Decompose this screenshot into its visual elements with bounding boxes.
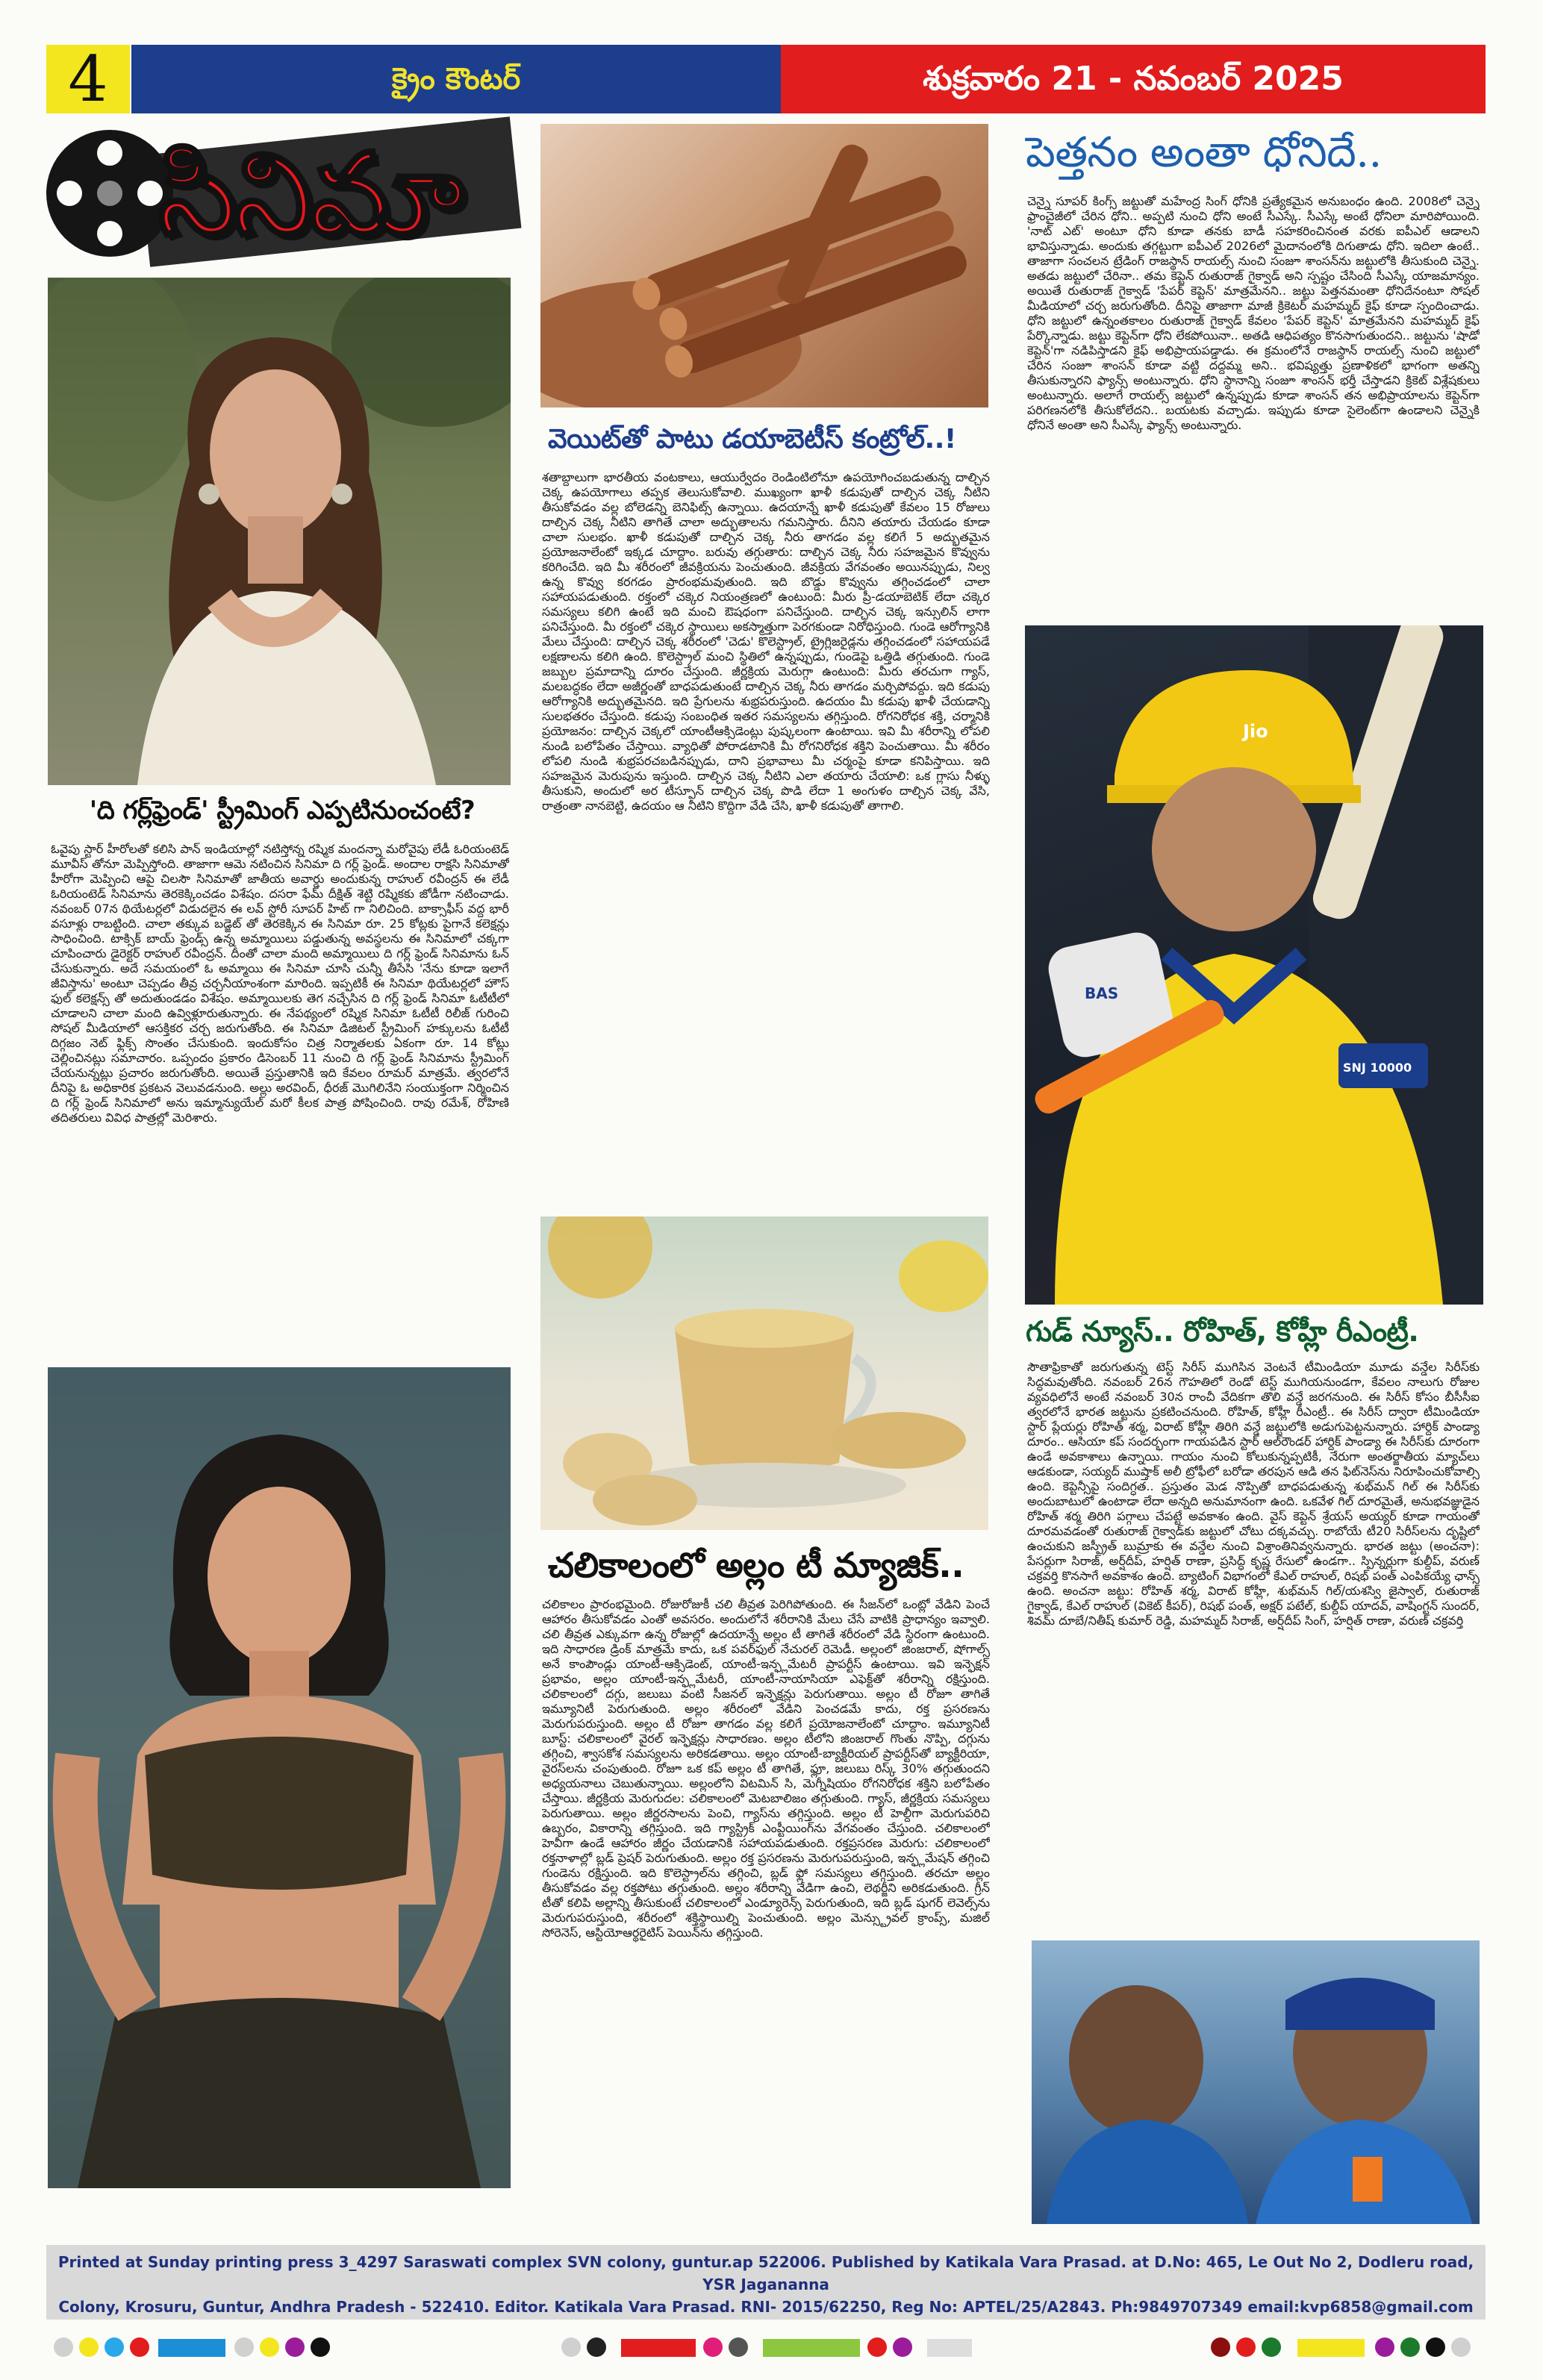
article-body-ginger-tea: చలికాలం ప్రారంభమైంది. రోజురోజుకీ చలి తీవ్రత పెరిగిపోతుంది. ఈ సీజన్‌లో ఒంట్లో వేడిని పెంచే ఆహారం తీసుకోవడం ఎంతో అవసరం. అందులోనే శరీరానికి మేలు చేసే వాటికి ప్రాధాన్యం ఇవ్వాలి. చలి తీవ్రత ఎక్కువగా ఉన్న రోజుల్లో ఉదయాన్నే అల్లం టీ తాగితే శరీరంలో వేడి స్థిరంగా ఉంటుంది. ఇది సాధారణ డ్రింక్ మాత్రమే కాదు, ఒక పవర్‌ఫుల్ నేచురల్ రెమెడీ. అల్లంలో జింజరాల్, షోగాల్స్ అనే కాంపౌండ్లు యాంటీ-ఆక్సిడెంట్, యాంటీ-ఇన్ఫ్లమేటరీ ప్రాపర్టీస్ ఉంటాయి. ఇవి ఇన్ఫెక్షన్ ప్రభావం, అల్లం యాంటీ-ఇన్ఫ్లమేటరీ, యాంటీ-నాయాసియా ఎఫెక్ట్‌తో శరీరాన్ని రక్షిస్తుంది. చలికాలంలో దగ్గు, జలుబు వంటి సీజనల్ ఇన్ఫెక్షన్లు పెరుగుతాయి. అల్లం టీ రోజూ తాగితే ఇమ్యూనిటీ పెరుగుతుంది. అల్లం శరీరంలో వేడిని పెంచడమే కాదు, రక్త ప్రసరణను మెరుగుపరుస్తుంది. అల్లం టీ రోజూ తాగడం వల్ల కలిగే ప్రయోజనాలేంటో చూద్దాం. ఇమ్యూనిటీ బూస్ట్: చలికాలంలో వైరల్ ఇన్ఫెక్షన్లు సాధారణం. అల్లం టీలోని జింజరాల్ గొంతు నొప్పి, దగ్గును తగ్గించి, శ్వాసకోశ సమస్యలను అరికడతాయి. అల్లం యాంటీ-బ్యాక్టీరియల్ ప్రాపర్టీస్‌తో బ్యాక్టీరియా, వైరస్‌లను చంపుతుంది. రోజూ ఒక కప్ అల్లం టీ తాగితే, ఫ్లూ, జలుబు రిస్క్ 30% తగ్గుతుందని అధ్యయనాలు చెబుతున్నాయి. అల్లంలోని విటమిన్ సి, మెగ్నీషియం రోగనిరోధక శక్తిని బలోపేతం చేస్తాయి. జీర్ణక్రియ మెరుగుదల: చలికాలంలో మెటబాలిజం తగ్గుతుంది. గ్యాస్, జీర్ణక్రియ సమస్యలు పెరుగుతాయి. అల్లం జీర్ణరసాలను పెంచి, గ్యాస్‌ను తగ్గిస్తుంది. అల్లం టీ హెల్దీగా మెరుగుపరిచి ఉబ్బరం, వికారాన్ని తగ్గిస్తుంది. ఇది గ్యాస్ట్రిక్ ఎంప్టీయింగ్‌ను వేగవంతం చేస్తుంది. చలికాలంలో హెవీగా ఉండే ఆహారం జీర్ణం చేయడానికి సహాయపడుతుంది. రక్తప్రసరణ మెరుగు: చలికాలంలో రక్తనాళాల్లో బ్లడ్ ప్రెషర్ పెరుగుతుంది. అల్లం రక్త ప్రసరణను మెరుగుపరుస్తుంది, ఇన్ఫ్లమేషన్ తగ్గించి గుండెను రక్షిస్తుంది. ఇది కొలెస్ట్రాల్‌ను తగ్గించి, బ్లడ్ ఫ్లో సమస్యలు తగ్గిస్తుంది. తరచూ అల్లం తీసుకోవడం వల్ల రక్తపోటు తగ్గుతుంది. అల్లం శరీరాన్ని వేడిగా ఉంచి, లెథర్జీని అరికడుతుంది. గ్రీన్ టీతో కలిపి అల్లాన్ని తీసుకుంటే చలికాలంలో ఎండ్యూరెన్స్ పెరుగుతుంది, ఇది బ్లడ్ షుగర్ లెవెల్స్‌ను మెరుగుపరుస్తుంది, శరీరంలో శక్తిస్థాయిల్ని పెంచుతుంది. అల్లం మెన్స్ట్రువల్ క్రాంప్స్, మజిల్ సోరెనెస్, ఆస్టియోఆర్థరైటిస్ పెయిన్‌ను తగ్గిస్తుంది. <box>542 1597 990 1940</box>
dhoni-photo <box>1025 625 1483 1305</box>
actress-photo-2 <box>48 1367 511 2188</box>
headline-dhoni: పెత్తనం అంతా ధోనిదే.. <box>1026 128 1382 177</box>
date-line: శుక్రవారం 21 - నవంబర్ 2025 <box>781 45 1486 113</box>
article-body-rohit-kohli: సౌతాఫ్రికాతో జరుగుతున్న టెస్ట్ సిరీస్ ముగిసిన వెంటనే టీమిండియా మూడు వన్డేల సిరీస్‌కు సిద్ధమవుతోంది. నవంబర్ 26న గౌహతిలో రెండో టెస్ట్ ముగియనుండగా, కేవలం నాలుగు రోజుల వ్యవధిలోనే అంటే నవంబర్ 30న రాంచీ వేదికగా తొలి వన్డే జరగనుంది. ఈ సిరీస్ కోసం బీసీసీఐ త్వరలోనే భారత జట్టును ప్రకటించనుంది. రోహిత్, కోహ్లీ రీఎంట్రీ.. ఈ సిరీస్ ద్వారా టీమిండియా స్టార్ ప్లేయర్లు రోహిత్ శర్మ, విరాట్ కోహ్లీ తిరిగి వన్డే జట్టులోకి అడుగుపెట్టనున్నారు. హార్దిక్ పాండ్యా దూరం.. ఆసియా కప్ సందర్భంగా గాయపడిన స్టార్ ఆల్‌రౌండర్ హార్దిక్ పాండ్యా ఈ సిరీస్‌కు దూరంగా ఉండే అవకాశాలు ఉన్నాయి. గాయం నుంచి కోలుకున్నప్పటికీ, నేరుగా అంతర్జాతీయ మ్యాచ్‌లు ఆడకుండా, సయ్యద్ ముష్తాక్ అలీ ట్రోఫీలో బరోడా తరపున ఆడి తన ఫిట్‌నెస్‌ను నిరూపించుకోవాల్సి ఉంది. కెప్టెన్సీపై సందిగ్ధత.. ప్రస్తుతం మెడ నొప్పితో బాధపడుతున్న శుభ్‌మన్ గిల్ ఈ సిరీస్‌కు అందుబాటులో ఉంటాడా లేదా అన్నది అనుమానంగా ఉంది. ఒకవేళ గిల్ దూరమైతే, అనుభవజ్ఞుడైన రోహిత్ శర్మ తిరిగి పగ్గాలు చేపట్టే అవకాశం ఉంది. వైస్ కెప్టెన్ శ్రేయస్ అయ్యర్ కూడా గాయంతో దూరమవడంతో రుతురాజ్ గైక్వాడ్‌కు జట్టులో చోటు దక్కవచ్చు. రాబోయే టీ20 సిరీస్‌లను దృష్టిలో ఉంచుకుని జస్ప్రీత్ బుమ్రాకు ఈ వన్డేల నుంచి విశ్రాంతినివ్వనున్నారు. భారత జట్టు (అంచనా): పేసర్లుగా సిరాజ్, అర్ష్‌దీప్, హర్షిత్ రాణా, ప్రసిద్ధ్ కృష్ణ రేసులో ఉండగా.. స్పిన్నర్లుగా కుల్దీప్, వరుణ్ చక్రవర్తి కొనసాగే అవకాశం ఉంది. బ్యాటింగ్ విభాగంలో కేఎల్ రాహుల్, రిషభ్ పంత్ ఎంపికయ్యే ఛాన్స్ ఉంది. అంచనా జట్టు: రోహిత్ శర్మ, విరాట్ కోహ్లీ, శుభ్‌మన్ గిల్/యశస్వి జైస్వాల్, రుతురాజ్ గైక్వాడ్, కేఎల్ రాహుల్ (వికెట్ కీపర్), రిషభ్ పంత్, అక్షర్ పటేల్, కుల్దీప్ యాదవ్, వాషింగ్టన్ సుందర్, శివమ్ దూబే/నితీష్ కుమార్ రెడ్డి, మహమ్మద్ సిరాజ్, అర్ష్‌దీప్ సింగ్, హర్షిత్ రాణా, వరుణ్ చక్రవర్తి <box>1027 1360 1480 1628</box>
headline-weight-diabetes: వెయిట్‌తో పాటు డయాబెటీస్ కంట్రోల్..! <box>548 424 956 455</box>
actress-photo-1 <box>48 278 511 785</box>
headline-girlfriend: 'ది గర్ల్‌ఫ్రెండ్' స్ట్రీమింగ్ ఎప్పటినుంచంటే? <box>89 796 476 825</box>
imprint-footer <box>46 2245 1486 2320</box>
cinnamon-photo <box>540 124 988 407</box>
article-body-dhoni: చెన్నై సూపర్ కింగ్స్ జట్టుతో మహేంద్ర సింగ్ ధోనికి ప్రత్యేకమైన అనుబంధం ఉంది. 2008లో చెన్నై ఫ్రాంచైజీలో చేరిన ధోని.. అప్పటి నుంచి ధోని అంటే సీఎస్కే. సీఎస్కే అంటే ధోనిలా మారిపోయింది. 'నాట్ ఎట్' అంటూ ధోని కూడా తనకు బాడీ సహకరించినంత వరకు ఐపీఎల్ ఆడాలని భావిస్తున్నాడు. అందుకు తగ్గట్టుగా ఐపీఎల్ 2026లో మైదానంలోకి దిగుతాడు ధోని. ఇదిలా ఉంటే.. తాజాగా సంచలన ట్రేడింగ్ రాజస్థాన్ రాయల్స్ నుంచి సంజూ శాంసన్‌ను జట్టులోకి తీసుకుంది చెన్నై. అతడు జట్టులో చేరినా.. తమ కెప్టెన్ రుతురాజ్ గైక్వాడ్ అని స్పష్టం చేసింది సీఎస్కే యాజమాన్యం. అయితే రుతురాజ్ గైక్వాడ్ 'పేపర్ కెప్టెన్' మాత్రమేనని.. జట్టు పెత్తనమంతా ధోనిదేనంటూ సోషల్ మీడియాలో చర్చ జరుగుతోంది. దీనిపై తాజాగా మాజీ క్రికెటర్ మహమ్మద్ కైఫ్ కూడా స్పందించాడు. ధోని జట్టులో ఉన్నంతకాలం రుతురాజ్ గైక్వాడ్ కేవలం 'పేపర్ కెప్టెన్' మాత్రమేనని మహమ్మద్ కైఫ్ పేర్కొన్నాడు. జట్టు కెప్టెన్‌గా ధోని లేకపోయినా.. అతడి ఆధిపత్యం కొనసాగుతుందని.. జట్టును 'షాడో కెప్టెన్'గా నడిపిస్తాడని కైఫ్ అభిప్రాయపడ్డాడు. ఈ క్రమంలోనే రాజస్థాన్ రాయల్స్ నుంచి జట్టులో చేరిన సంజూ శాంసన్ కూడా వట్టి దద్దమ్మ అని.. భవిష్యత్తు ప్రణాళికలో భాగంగా అతన్ని తీసుకున్నారని ఫ్యాన్స్ అంటున్నారు. ధోని స్థానాన్ని సంజూ శాంసన్ భర్తీ చేస్తాడని క్రికెట్ విశ్లేషకులు అంటున్నారు. అలాగే రాయల్స్ జట్టులో ఉన్నప్పుడు కూడా శాంసన్ తన అభిప్రాయాలను కెప్టెన్‌గా పరిగణనలోకి తీసుకోలేదని.. బయటకు వచ్చాడు. ఇప్పుడు కూడా సైలెంట్‌గా ఉండాలని చెన్నైకి ధోనినే అంతా అని సీఎస్కే ఫ్యాన్స్ అంటున్నారు. <box>1027 194 1480 432</box>
cinema-logo-text: సినిమా <box>158 130 461 260</box>
glove-text: BAS <box>1085 984 1119 1002</box>
page-number: 4 <box>46 45 130 113</box>
headline-rohit-kohli: గుడ్ న్యూస్.. రోహిత్, కోహ్లీ రీఎంట్రీ. <box>1026 1315 1419 1348</box>
imprint-line-2: Colony, Krosuru, Guntur, Andhra Pradesh - 522410. Editor. Katikala Vara Prasad. RNI- 2015/62250, Reg No: APTEL/25/A2843. Ph:9849707349 email:kvp6858@gmail.com <box>58 2298 1474 2316</box>
section-name: క్రైం కౌంటర్ <box>131 45 781 113</box>
film-reel-icon <box>46 130 173 257</box>
headline-ginger-tea: చలికాలంలో అల్లం టీ మ్యాజిక్.. <box>548 1545 964 1585</box>
cinema-section-logo <box>46 125 517 264</box>
color-registration-marks <box>46 2333 1486 2361</box>
rohit-kohli-photo <box>1032 1940 1480 2224</box>
imprint-line-1: Printed at Sunday printing press 3_4297 Saraswati complex SVN colony, guntur.ap 522006. Published by Katikala Vara Prasad. at D.No: 465, Le Out No 2, Dodleru road, YSR Jagananna <box>57 2253 1474 2293</box>
jersey-logo-text: Jio <box>1243 721 1268 742</box>
article-body-girlfriend: ఓవైపు స్టార్ హీరోలతో కలిసి పాన్ ఇండియాల్లో నటిస్తోన్న రష్మిక మందన్నా మరోవైపు లేడీ ఓరియంటెడ్ మూవీస్ తోనూ మెప్పిస్తోంది. తాజాగా ఆమె నటించిన సినిమా ది గర్ల్ ఫ్రెండ్. అందాల రాక్షసి సినిమాతో హీరోగా మెప్పించి ఆపై చిలసౌ సినిమాతో జాతీయ అవార్డు అందుకున్న రాహుల్ రవీంద్రన్ ఈ లేడీ ఓరియంటెడ్ సినిమాను తెరకెక్కించడం విశేషం. దసరా ఫేమ్ దీక్షిత్ శెట్టి రష్మికకు జోడీగా నటించాడు. నవంబర్ 07న థియేటర్లలో విడుదలైన ఈ లవ్ స్టోరీ సూపర్ హిట్ గా నిలిచింది. బాక్సాఫీస్ వద్ద భారీ వసూళ్లు రాబట్టింది. చాలా తక్కువ బడ్జెట్ తో తెరకెక్కిన ఈ సినిమా రూ. 25 కోట్లకు పైగానే కలెక్షన్లు సాధించింది. టాక్సిక్ బాయ్ ఫ్రెండ్స్ ఉన్న అమ్మాయిలు పడ్డుతున్న అవస్థలను ఈ సినిమాలో చక్కగా చూపించారు డైరెక్టర్ రాహుల్ రవీంద్రన్. దీంతో చాలా మంది అమ్మాయిలు ది గర్ల్ ఫ్రెండ్ సినిమాను ఓన్ చేసుకున్నారు. అదే సమయంలో ఓ అమ్మాయి ఈ సినిమా చూసి చున్నీ తీసేసి 'నేను కూడా ఇలాగే జీవిస్తాను' అంటూ చెప్పడం తీవ్ర చర్చనీయాంశంగా మారింది. ఇప్పటికీ ఈ సినిమా థియేటర్లలో హౌస్ ఫుల్ కలెక్షన్స్ తో అదుతుండడం విశేషం. అమ్మాయిలకు తెగ నచ్చేసిన ది గర్ల్ ఫ్రెండ్ సినిమా ఓటీటీలో చూడాలని చాలా మంది ఉవ్విళ్లూరుతున్నారు. ఈ నేపథ్యంలో రష్మిక సినిమా ఓటీటీ రిలీజ్ గురించి సోషల్ మీడియాలో ఆసక్తికర చర్చ జరుగుతోంది. ఈ సినిమా డిజిటల్ స్ట్రీమింగ్ హక్కులను ఓటీటీ దిగ్గజం నెట్ ఫ్లిక్స్ సొంతం చేసుకుంది. ఇందుకోసం చిత్ర నిర్మాతలకు ఏకంగా రూ. 14 కోట్లు చెల్లించినట్లు సమాచారం. ఒప్పందం ప్రకారం డిసెంబర్ 11 నుంచి ది గర్ల్ ఫ్రెండ్ సినిమాను స్ట్రీమింగ్ చేయనున్నట్లు ప్రచారం జరుగుతోంది. అయితే ప్రస్తుతానికి ఇది కేవలం రూమర్ మాత్రమే. త్వరలోనే దీనిపై ఓ అధికారిక ప్రకటన వెలువడనుంది. అల్లు అరవింద్, ధీరజ్ మొగిలినేని సంయుక్తంగా నిర్మించిన ది గర్ల్ ఫ్రెండ్ సినిమాలో అను ఇమ్మాన్యుయేల్ మరో కీలక పాత్ర పోషించింది. రావు రమేశ్, రోహిణి తదితరులు వివిధ పాత్రల్లో మెరిశారు. <box>51 842 509 1125</box>
jersey-badge-text: SNJ 10000 <box>1343 1061 1412 1075</box>
ginger-tea-photo <box>540 1216 988 1530</box>
article-body-weight-diabetes: శతాబ్దాలుగా భారతీయ వంటకాలు, ఆయుర్వేదం రెండింటిలోనూ ఉపయోగించబడుతున్న దాల్చిన చెక్క ఉపయోగాలు తప్పక తెలుసుకోవాలి. ముఖ్యంగా ఖాళీ కడుపుతో దాల్చిన చెక్క నీటిని తీసుకోవడం వల్ల బోలెడన్ని బెనిఫిట్స్ ఉన్నాయి. ఉదయాన్నే ఖాళీ కడుపుతో కేవలం 15 రోజులు దాల్చిన చెక్క నీటిని తాగితే చాలా అద్భుతాలను గమనిస్తారు. దీనిని తయారు చేయడం కూడా చాలా సులభం. ఖాళీ కడుపుతో దాల్చిన చెక్క నీరు తాగడం వల్ల కలిగే 5 అద్భుతమైన ప్రయోజనాలేంటో ఇక్కడ చూద్దాం. బరువు తగ్గుతారు: దాల్చిన చెక్క నీరు సహజమైన కొవ్వును కరిగించేది. ఇది మీ శరీరంలో జీవక్రియను పెంచుతుంది. జీవక్రియ వేగవంతం అయినప్పుడు, నిల్వ ఉన్న కొవ్వు కరగడం ప్రారంభమవుతుంది. ఇది బొడ్డు కొవ్వును తగ్గించడంలో చాలా సహాయపడుతుంది. రక్తంలో చక్కెర నియంత్రణలో ఉంటుంది: మీరు ప్రీ-డయాబెటిక్ లేదా చక్కెర సమస్యలు కలిగి ఉంటే ఇది మంచి ఔషధంగా పనిచేస్తుంది. దాల్చిన చెక్క ఇన్సులిన్ లాగా పనిచేస్తుంది. మీ రక్తంలో చక్కెర స్థాయిలు అకస్మాత్తుగా పెరగకుండా నిరోధిస్తుంది. గుండె ఆరోగ్యానికి మేలు చేస్తుంది: దాల్చిన చెక్క శరీరంలో 'చెడు' కొలెస్ట్రాల్, ట్రైగ్లిజరైడ్లను తగ్గించడంలో సహాయపడే లక్షణాలను కలిగి ఉంది. కొలెస్ట్రాల్ మంచి స్థితిలో ఉన్నప్పుడు, గుండెపై ఒత్తిడి తగ్గుతుంది. గుండె జబ్బుల ప్రమాదాన్ని దూరం చేస్తుంది. జీర్ణక్రియ మెరుగ్గా ఉంటుంది: మీరు తరచుగా గ్యాస్, మలబద్ధకం లేదా అజీర్ణంతో బాధపడుతుంటే దాల్చిన చెక్క నీరు తాగడం మర్చిపోవద్దు. ఇది కడుపు ఆరోగ్యానికి అద్భుతమైనది. ఇది ప్రేగులను శుభ్రపరుస్తుంది. ఉదయం మీ కడుపు ఖాళీ చేయడాన్ని సులభతరం చేస్తుంది. కడుపు సంబంధిత ఇతర సమస్యలను తగ్గిస్తుంది. రోగనిరోధక శక్తి, చర్మానికి ప్రయోజనం: దాల్చిన చెక్కలో యాంటీఆక్సిడెంట్లు పుష్కలంగా ఉంటాయి. ఇవి మీ శరీరాన్ని లోపలి నుండి బలోపేతం చేస్తాయి. వ్యాధితో పోరాడటానికి మీ రోగనిరోధక శక్తిని పెంచుతాయి. మీ శరీరం లోపలి నుండి శుభ్రపరచబడినప్పుడు, దాని ప్రభావాలు మీ చర్మంపై కూడా కనిపిస్తాయి. ఇది సహజమైన మెరుపును ఇస్తుంది. దాల్చిన చెక్క నీటిని ఎలా తయారు చేయాలి: ఒక గ్లాసు నీళ్ళు తీసుకుని, అందులో అర టీస్పూన్ దాల్చిన చెక్క పొడి లేదా 1 అంగుళం దాల్చిన చెక్క వేసి, రాత్రంతా నానబెట్టి, ఉదయం ఆ నీటిని కొద్దిగా వేడి చేసి, ఖాళీ కడుపుతో తాగాలి. <box>542 470 990 813</box>
